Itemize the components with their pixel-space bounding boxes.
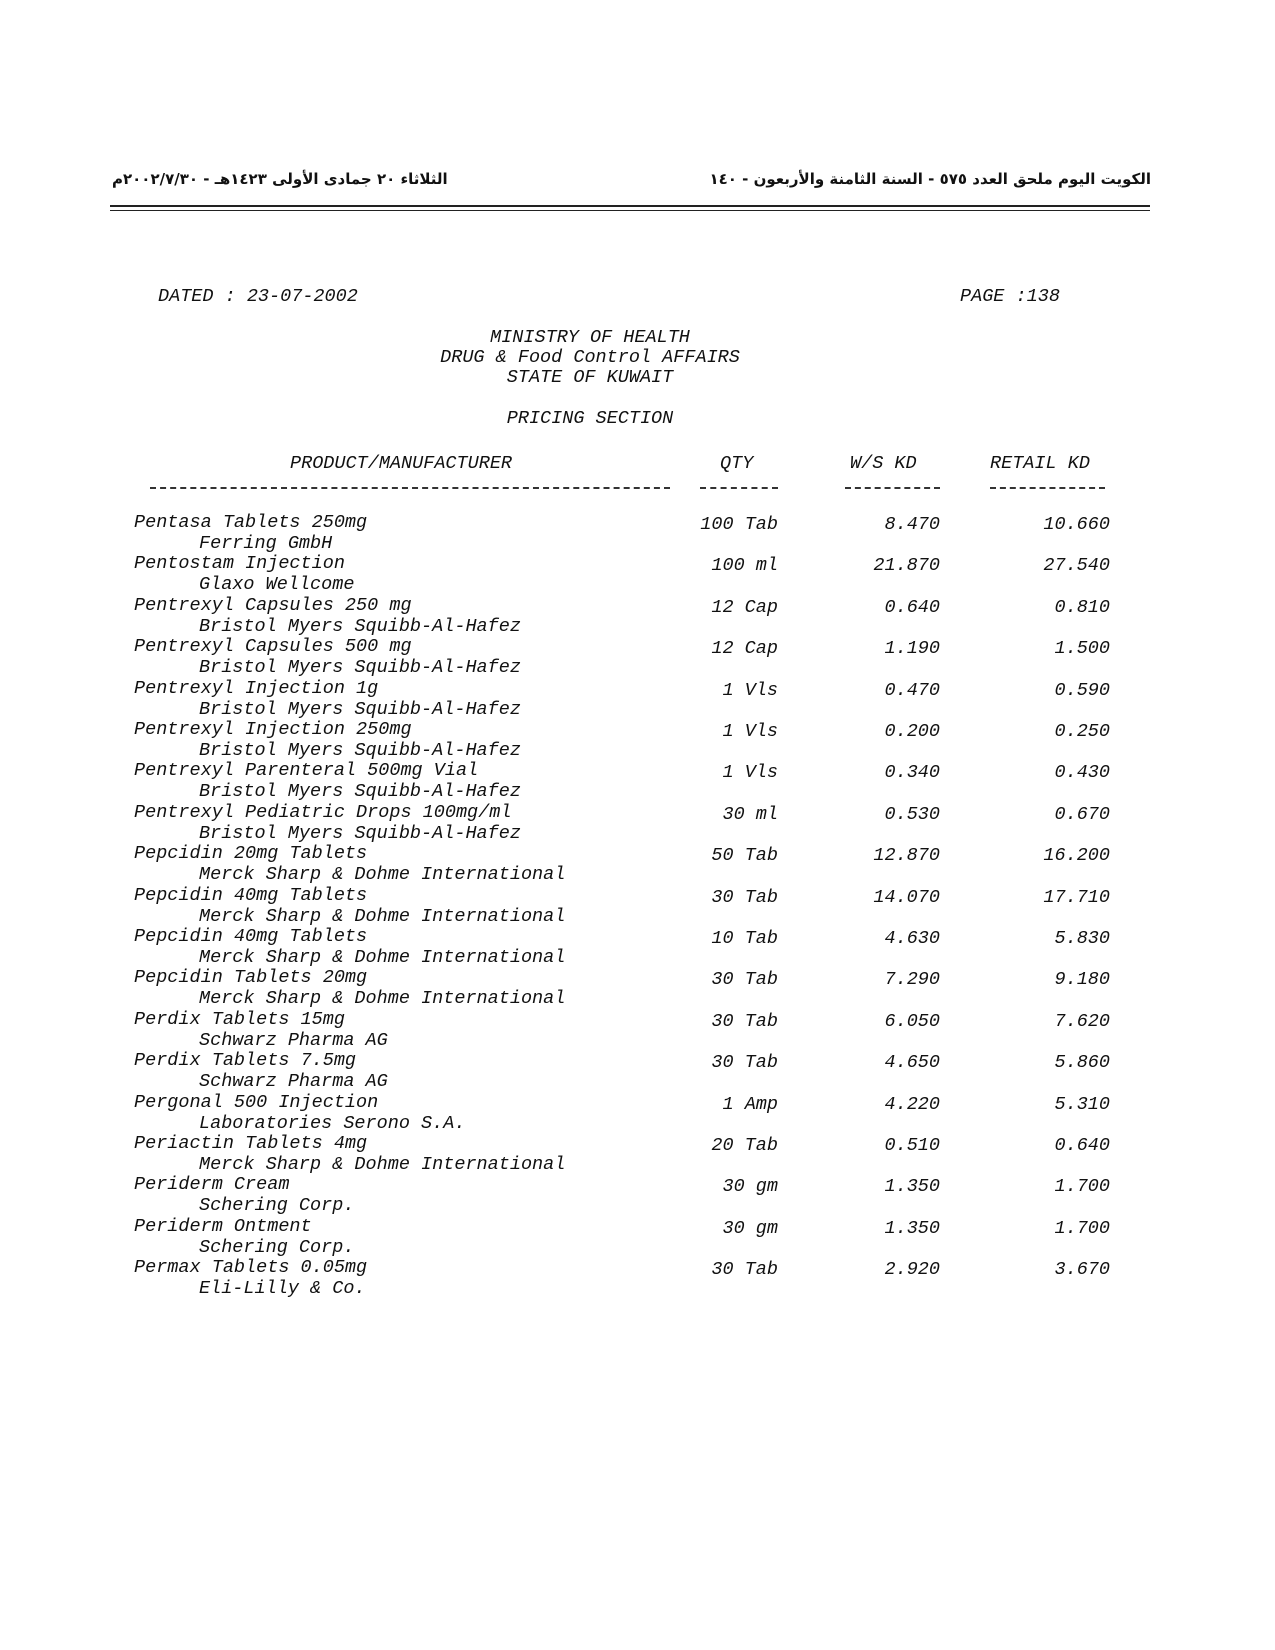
manufacturer-name: Bristol Myers Squibb-Al-Hafez bbox=[199, 657, 521, 679]
table-row bbox=[0, 1257, 1275, 1299]
retail-price-cell: 0.810 bbox=[1054, 596, 1110, 618]
retail-price-cell: 0.250 bbox=[1054, 721, 1110, 742]
wholesale-price-cell: 7.290 bbox=[884, 969, 940, 991]
manufacturer-name: Merck Sharp & Dohme International bbox=[199, 988, 566, 1010]
wholesale-price-cell: 0.640 bbox=[884, 596, 940, 618]
quantity-cell: 30 Tab bbox=[711, 1010, 778, 1032]
product-name: Pepcidin 40mg Tablets bbox=[134, 926, 368, 947]
product-name: Pepcidin Tablets 20mg bbox=[134, 967, 368, 989]
manufacturer-name: Bristol Myers Squibb-Al-Hafez bbox=[199, 822, 521, 844]
wholesale-price-cell: 0.340 bbox=[884, 762, 940, 784]
divider-retail bbox=[990, 487, 1105, 489]
retail-price-cell: 9.180 bbox=[1054, 969, 1110, 991]
quantity-cell: 30 Tab bbox=[711, 1259, 778, 1281]
retail-price-cell: 5.310 bbox=[1054, 1093, 1110, 1115]
retail-price-cell: 0.670 bbox=[1054, 803, 1110, 825]
header-rule-bottom bbox=[110, 210, 1150, 211]
quantity-cell: 50 Tab bbox=[711, 845, 778, 867]
table-row bbox=[0, 595, 1275, 637]
manufacturer-name: Merck Sharp & Dohme International bbox=[199, 905, 566, 927]
product-name: Periderm Cream bbox=[134, 1174, 290, 1196]
product-name: Pentrexyl Injection 250mg bbox=[134, 719, 412, 740]
state-title: STATE OF KUWAIT bbox=[506, 367, 674, 388]
retail-price-cell: 5.860 bbox=[1054, 1052, 1110, 1074]
manufacturer-name: Laboratories Serono S.A. bbox=[199, 1112, 466, 1134]
product-name: Pentrexyl Capsules 500 mg bbox=[134, 636, 412, 658]
divider-ws bbox=[845, 487, 940, 489]
column-header-product: PRODUCT/MANUFACTURER bbox=[290, 453, 513, 474]
quantity-cell: 1 Vls bbox=[722, 762, 778, 784]
newspaper-header-left: الثلاثاء ٢٠ جمادى الأولى ١٤٢٣هـ - ٢٠٠٢/٧/٣٠م bbox=[112, 170, 448, 188]
product-name: Pergonal 500 Injection bbox=[134, 1091, 379, 1113]
table-row bbox=[0, 843, 1275, 885]
wholesale-price-cell: 1.350 bbox=[884, 1217, 940, 1239]
column-header-ws: W/S KD bbox=[850, 453, 917, 474]
table-row bbox=[0, 1133, 1275, 1175]
retail-price-cell: 1.700 bbox=[1054, 1217, 1110, 1239]
retail-price-cell: 27.540 bbox=[1043, 555, 1110, 577]
manufacturer-name: Merck Sharp & Dohme International bbox=[199, 947, 566, 968]
wholesale-price-cell: 14.070 bbox=[873, 886, 940, 908]
quantity-cell: 100 ml bbox=[711, 555, 778, 577]
table-row bbox=[0, 512, 1275, 554]
wholesale-price-cell: 12.870 bbox=[873, 845, 940, 867]
column-header-qty: QTY bbox=[720, 453, 754, 474]
quantity-cell: 12 Cap bbox=[711, 638, 778, 660]
column-header-retail: RETAIL KD bbox=[990, 453, 1090, 474]
quantity-cell: 30 Tab bbox=[711, 886, 778, 908]
wholesale-price-cell: 1.190 bbox=[884, 638, 940, 660]
table-row bbox=[0, 802, 1275, 844]
table-row bbox=[0, 553, 1275, 595]
quantity-cell: 1 Vls bbox=[722, 721, 778, 742]
quantity-cell: 100 Tab bbox=[700, 514, 778, 535]
product-name: Pentrexyl Parenteral 500mg Vial bbox=[134, 760, 479, 782]
product-name: Perdix Tablets 7.5mg bbox=[134, 1050, 357, 1072]
table-row bbox=[0, 885, 1275, 927]
product-name: Permax Tablets 0.05mg bbox=[134, 1257, 368, 1279]
manufacturer-name: Bristol Myers Squibb-Al-Hafez bbox=[199, 698, 521, 720]
retail-price-cell: 0.430 bbox=[1054, 762, 1110, 784]
manufacturer-name: Merck Sharp & Dohme International bbox=[199, 1154, 566, 1175]
wholesale-price-cell: 0.200 bbox=[884, 721, 940, 742]
product-name: Pentostam Injection bbox=[134, 553, 345, 575]
wholesale-price-cell: 4.650 bbox=[884, 1052, 940, 1074]
manufacturer-name: Schering Corp. bbox=[199, 1236, 355, 1258]
manufacturer-name: Eli-Lilly & Co. bbox=[199, 1278, 366, 1300]
table-row bbox=[0, 1216, 1275, 1258]
quantity-cell: 30 Tab bbox=[711, 1052, 778, 1074]
manufacturer-name: Schering Corp. bbox=[199, 1195, 355, 1217]
newspaper-header-right: الكويت اليوم ملحق العدد ٥٧٥ - السنة الثامنة والأربعون - ١٤٠ bbox=[709, 170, 1151, 188]
quantity-cell: 20 Tab bbox=[711, 1135, 778, 1156]
table-row bbox=[0, 760, 1275, 802]
quantity-cell: 1 Vls bbox=[722, 679, 778, 701]
page-number: PAGE :138 bbox=[960, 286, 1060, 307]
retail-price-cell: 7.620 bbox=[1054, 1010, 1110, 1032]
wholesale-price-cell: 4.630 bbox=[884, 928, 940, 949]
dated-label: DATED : 23-07-2002 bbox=[158, 286, 358, 307]
wholesale-price-cell: 2.920 bbox=[884, 1259, 940, 1281]
divider-qty bbox=[700, 487, 778, 489]
table-row bbox=[0, 719, 1275, 761]
wholesale-price-cell: 1.350 bbox=[884, 1176, 940, 1198]
table-row bbox=[0, 1092, 1275, 1134]
product-name: Pentrexyl Injection 1g bbox=[134, 677, 379, 699]
wholesale-price-cell: 6.050 bbox=[884, 1010, 940, 1032]
affairs-title: DRUG & Food Control AFFAIRS bbox=[440, 347, 740, 368]
quantity-cell: 10 Tab bbox=[711, 928, 778, 949]
table-row bbox=[0, 678, 1275, 720]
wholesale-price-cell: 0.530 bbox=[884, 803, 940, 825]
retail-price-cell: 10.660 bbox=[1043, 514, 1110, 535]
table-row bbox=[0, 1009, 1275, 1051]
wholesale-price-cell: 0.470 bbox=[884, 679, 940, 701]
quantity-cell: 30 gm bbox=[722, 1217, 778, 1239]
header-rule-top bbox=[110, 205, 1150, 207]
product-name: Periactin Tablets 4mg bbox=[134, 1133, 368, 1154]
table-row bbox=[0, 636, 1275, 678]
retail-price-cell: 1.700 bbox=[1054, 1176, 1110, 1198]
retail-price-cell: 16.200 bbox=[1043, 845, 1110, 867]
quantity-cell: 30 Tab bbox=[711, 969, 778, 991]
product-name: Periderm Ontment bbox=[134, 1215, 312, 1237]
wholesale-price-cell: 4.220 bbox=[884, 1093, 940, 1115]
table-row bbox=[0, 926, 1275, 968]
wholesale-price-cell: 8.470 bbox=[884, 514, 940, 535]
retail-price-cell: 1.500 bbox=[1054, 638, 1110, 660]
product-name: Pentasa Tablets 250mg bbox=[134, 512, 368, 533]
retail-price-cell: 3.670 bbox=[1054, 1259, 1110, 1281]
quantity-cell: 12 Cap bbox=[711, 596, 778, 618]
section-title: PRICING SECTION bbox=[506, 408, 674, 429]
quantity-cell: 30 ml bbox=[722, 803, 778, 825]
manufacturer-name: Bristol Myers Squibb-Al-Hafez bbox=[199, 615, 521, 637]
product-name: Pepcidin 20mg Tablets bbox=[134, 843, 368, 865]
product-name: Pepcidin 40mg Tablets bbox=[134, 884, 368, 906]
manufacturer-name: Schwarz Pharma AG bbox=[199, 1029, 388, 1051]
wholesale-price-cell: 21.870 bbox=[873, 555, 940, 577]
ministry-title: MINISTRY OF HEALTH bbox=[490, 327, 690, 348]
table-row bbox=[0, 1174, 1275, 1216]
retail-price-cell: 0.590 bbox=[1054, 679, 1110, 701]
manufacturer-name: Schwarz Pharma AG bbox=[199, 1071, 388, 1093]
product-name: Pentrexyl Pediatric Drops 100mg/ml bbox=[134, 801, 512, 823]
manufacturer-name: Merck Sharp & Dohme International bbox=[199, 864, 566, 886]
product-name: Pentrexyl Capsules 250 mg bbox=[134, 594, 412, 616]
table-row bbox=[0, 1050, 1275, 1092]
retail-price-cell: 17.710 bbox=[1043, 886, 1110, 908]
table-row bbox=[0, 967, 1275, 1009]
manufacturer-name: Bristol Myers Squibb-Al-Hafez bbox=[199, 781, 521, 803]
divider-product bbox=[150, 487, 670, 489]
manufacturer-name: Ferring GmbH bbox=[199, 533, 333, 554]
product-name: Perdix Tablets 15mg bbox=[134, 1008, 345, 1030]
wholesale-price-cell: 0.510 bbox=[884, 1135, 940, 1156]
quantity-cell: 30 gm bbox=[722, 1176, 778, 1198]
retail-price-cell: 5.830 bbox=[1054, 928, 1110, 949]
manufacturer-name: Glaxo Wellcome bbox=[199, 574, 355, 596]
retail-price-cell: 0.640 bbox=[1054, 1135, 1110, 1156]
quantity-cell: 1 Amp bbox=[722, 1093, 778, 1115]
manufacturer-name: Bristol Myers Squibb-Al-Hafez bbox=[199, 740, 521, 761]
